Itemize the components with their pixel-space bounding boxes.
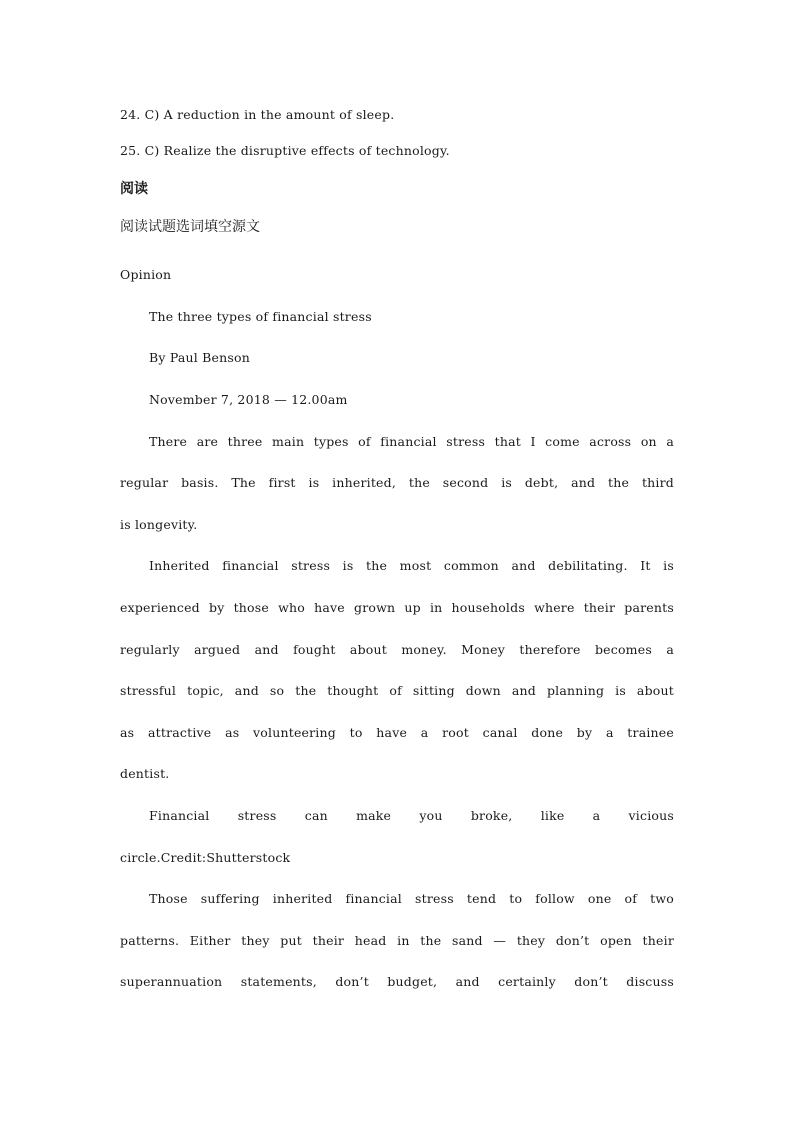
paragraph-2-line: as attractive as volunteering to have a root canal done by a trainee <box>120 725 674 740</box>
article-category: Opinion <box>120 267 172 282</box>
paragraph-2-line: stressful topic, and so the thought of sitting down and planning is about <box>120 683 674 698</box>
paragraph-2-line: Inherited financial stress is the most common and debilitating. It is <box>149 558 674 573</box>
paragraph-1-line: is longevity. <box>120 517 198 532</box>
article-byline: By Paul Benson <box>149 350 250 365</box>
paragraph-2-line: experienced by those who have grown up in households where their parents <box>120 600 674 615</box>
section-heading: 阅读 <box>120 181 148 197</box>
answer-24: 24. C) A reduction in the amount of sleep. <box>120 107 395 122</box>
answer-25: 25. C) Realize the disruptive effects of technology. <box>120 143 450 158</box>
image-caption-line: circle.Credit:Shutterstock <box>120 850 291 865</box>
subsection-heading: 阅读试题选词填空源文 <box>120 219 260 235</box>
article-title: The three types of financial stress <box>149 309 372 324</box>
document-page <box>120 0 674 1123</box>
paragraph-3-line: superannuation statements, don’t budget, and certainly don’t discuss <box>120 974 674 989</box>
paragraph-2-line: regularly argued and fought about money. Money therefore becomes a <box>120 642 674 657</box>
article-date: November 7, 2018 — 12.00am <box>149 392 348 407</box>
image-caption-line: Financial stress can make you broke, like a vicious <box>149 808 674 823</box>
paragraph-1-line: There are three main types of financial stress that I come across on a <box>149 434 674 449</box>
paragraph-1-line: regular basis. The first is inherited, the second is debt, and the third <box>120 475 674 490</box>
paragraph-3-line: patterns. Either they put their head in the sand — they don’t open their <box>120 933 674 948</box>
paragraph-2-line: dentist. <box>120 766 170 781</box>
paragraph-3-line: Those suffering inherited financial stress tend to follow one of two <box>149 891 674 906</box>
